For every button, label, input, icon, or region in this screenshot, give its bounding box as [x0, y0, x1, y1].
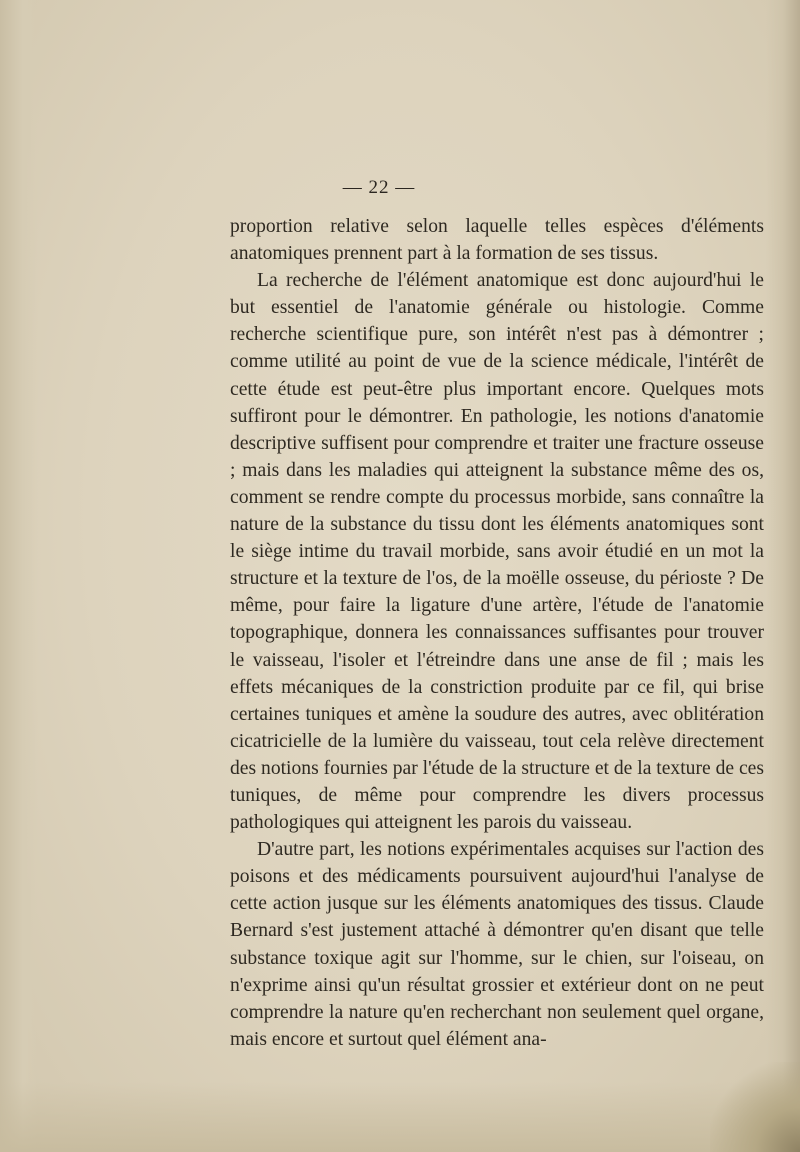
- page-edge-shadow-left: [0, 0, 38, 1152]
- paragraph: D'autre part, les notions expérimentales acquises sur l'action des poisons et des médicaments poursuivent aujourd'hui l'analyse de cette action jusque sur les éléments anatomiques des tissus. Claude Bernard s'est justement attaché à démontrer qu'en disant que telle substance toxique agit sur l'homme, sur le chien, sur l'oiseau, on n'exprime ainsi qu'un résultat grossier et extérieur dont on ne peut comprendre la nature qu'en recherchant non seulement quel organe, mais encore et surtout quel élément ana-: [230, 839, 764, 1050]
- page-edge-shadow-bottom: [0, 1082, 800, 1152]
- page-number: — 22 —: [342, 177, 416, 198]
- paragraph: La recherche de l'élément anatomique est donc aujourd'hui le but essentiel de l'anatomie générale ou histologie. Comme recherche scientifique pure, son intérêt n'est pas à démontrer ; comme utilité au point de vue de la science médicale, l'intérêt de cette étude est peut-être plus important encore. Quelques mots suffiront pour le démontrer. En pathologie, les notions d'anatomie descriptive suffisent pour comprendre et traiter une fracture osseuse ; mais dans les maladies qui atteignent la substance même des os, comment se rendre compte du processus morbide, sans connaître la nature de la substance du tissu dont les éléments anatomiques sont le siège intime du travail morbide, sans avoir étudié en un mot la structure et la texture de l'os, de la moëlle osseuse, du périoste ? De même, pour faire la ligature d'une artère, l'étude de l'anatomie topographique, donnera les connaissances suffisantes pour trouver le vaisseau, l'isoler et l'étreindre dans une anse de fil ; mais les effets mécaniques de la constriction produite par ce fil, qui brise certaines tuniques et amène la soudure des autres, avec oblitération cicatricielle de la lumière du vaisseau, tout cela relève directement des notions fournies par l'étude de la structure et de la texture de ces tuniques, de même pour comprendre les divers processus pathologiques qui atteignent les parois du vaisseau.: [230, 270, 764, 834]
- paragraph: proportion relative selon laquelle telles espèces d'éléments anatomiques prennent part à la formation de ses tissus.: [230, 216, 764, 265]
- page-corner-stain: [710, 1062, 800, 1152]
- page-edge-shadow-right: [766, 0, 800, 1152]
- body-text: [230, 213, 764, 1053]
